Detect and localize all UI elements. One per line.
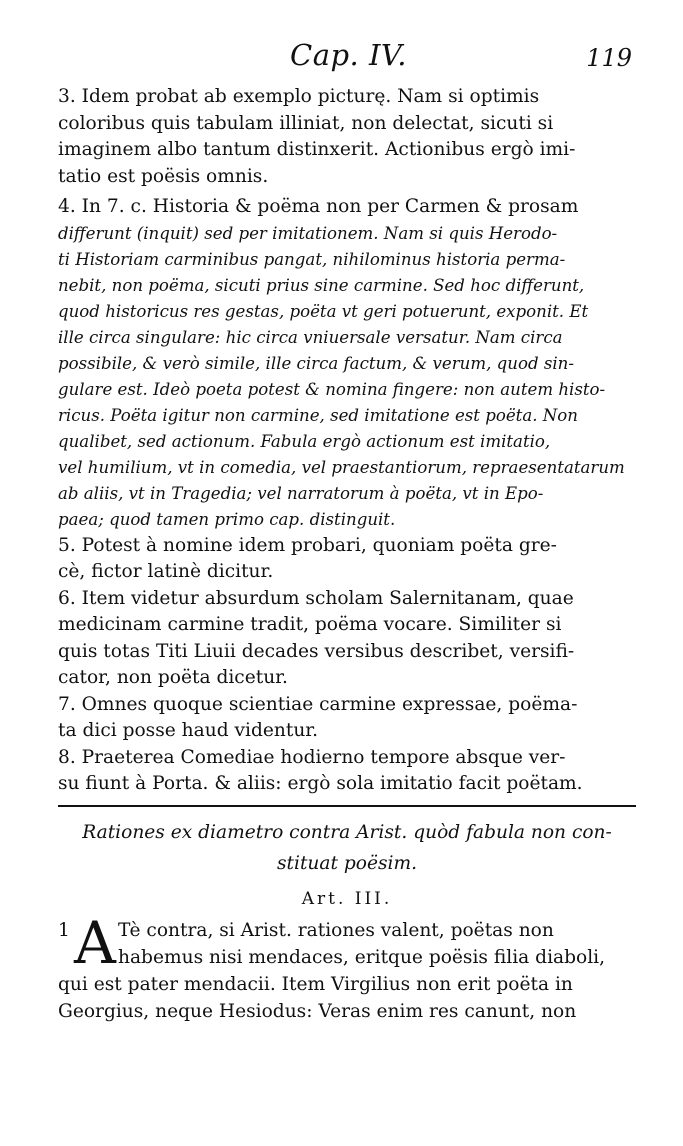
italic-line: nebit, non poëma, sicuti prius sine carmine. Sed hoc differunt,	[58, 275, 585, 295]
text-line: cator, non poëta dicetur.	[58, 667, 288, 688]
section-heading	[58, 817, 636, 879]
text-line: habemus nisi mendaces, eritque poësis filia diaboli,	[118, 946, 605, 968]
paragraph-3	[58, 84, 636, 190]
text-line: 7. Omnes quoque scientiae carmine expressae, poëma-	[58, 693, 578, 715]
italic-line: quod historicus res gestas, poëta vt geri potuerunt, exponit. Et	[58, 301, 589, 321]
text-line: Georgius, neque Hesiodus: Veras enim res canunt, non	[58, 1000, 577, 1022]
italic-line: possibile, & verò simile, ille circa factum, & verum, quod sin-	[58, 353, 574, 373]
text-line: coloribus quis tabulam illiniat, non delectat, sicuti si	[58, 112, 554, 134]
text-line: medicinam carmine tradit, poëma vocare. Similiter si	[58, 614, 562, 635]
text-line: Tè contra, si Arist. rationes valent, poëtas non	[118, 919, 554, 941]
paragraph-number: 1	[58, 919, 70, 941]
chapter-title: Cap. IV.	[290, 38, 408, 72]
text-line: quis totas Titi Liuii decades versibus describet, versifi-	[58, 640, 575, 662]
italic-line: ille circa singulare: hic circa vniuersale versatur. Nam circa	[58, 327, 563, 347]
italic-line: ricus. Poëta igitur non carmine, sed imitatione est poëta. Non	[58, 405, 578, 425]
italic-line: ti Historiam carminibus pangat, nihilominus historia perma-	[58, 249, 566, 269]
text-line: 5. Potest à nomine idem probari, quoniam poëta gre-	[58, 534, 557, 556]
text-line: 8. Praeterea Comediae hodierno tempore absque ver-	[58, 746, 566, 768]
italic-line: qualibet, sed actionum. Fabula ergò actionum est imitatio,	[58, 431, 551, 451]
text-line: imaginem albo tantum distinxerit. Actionibus ergò imi-	[58, 139, 576, 160]
text-line: cè, fictor latinè dicitur.	[58, 561, 274, 582]
paragraph-6	[58, 586, 636, 692]
italic-line: ab aliis, vt in Tragedia; vel narratorum à poëta, vt in Epo-	[58, 483, 544, 503]
book-page	[58, 34, 636, 1025]
text-line: 6. Item videtur absurdum scholam Salernitanam, quae	[58, 587, 574, 609]
text-line: su fiunt à Porta. & aliis: ergò sola imitatio facit poëtam.	[58, 773, 583, 794]
page-number: 119	[586, 44, 632, 72]
text-line: ta dici posse haud videntur.	[58, 720, 319, 741]
paragraph-4	[58, 194, 636, 533]
italic-line: vel humilium, vt in comedia, vel praestantiorum, repraesentatarum	[58, 457, 625, 477]
text-line: 3. Idem probat ab exemplo picturę. Nam si optimis	[58, 86, 540, 107]
paragraph-8	[58, 745, 636, 798]
paragraph-5	[58, 533, 636, 586]
article-paragraph	[58, 908, 636, 1025]
section-divider	[58, 805, 636, 807]
drop-cap: A	[74, 908, 116, 977]
italic-line: paea; quod tamen primo cap. distinguit.	[58, 509, 396, 529]
italic-line: gulare est. Ideò poeta potest & nomina fingere: non autem histo-	[58, 379, 606, 399]
italic-line: differunt (inquit) sed per imitationem. Nam si quis Herodo-	[58, 223, 558, 243]
text-line: 4. In 7. c. Historia & poëma non per Carmen & prosam	[58, 196, 579, 217]
running-header	[58, 34, 636, 84]
text-line: tatio est poësis omnis.	[58, 165, 269, 187]
article-title: Art. III.	[301, 888, 393, 909]
paragraph-7	[58, 692, 636, 745]
text-line: qui est pater mendacii. Item Virgilius non erit poëta in	[58, 973, 573, 995]
heading-line: Rationes ex diametro contra Arist. quòd fabula non con-	[82, 821, 612, 843]
heading-line: stituat poësim.	[276, 852, 417, 874]
